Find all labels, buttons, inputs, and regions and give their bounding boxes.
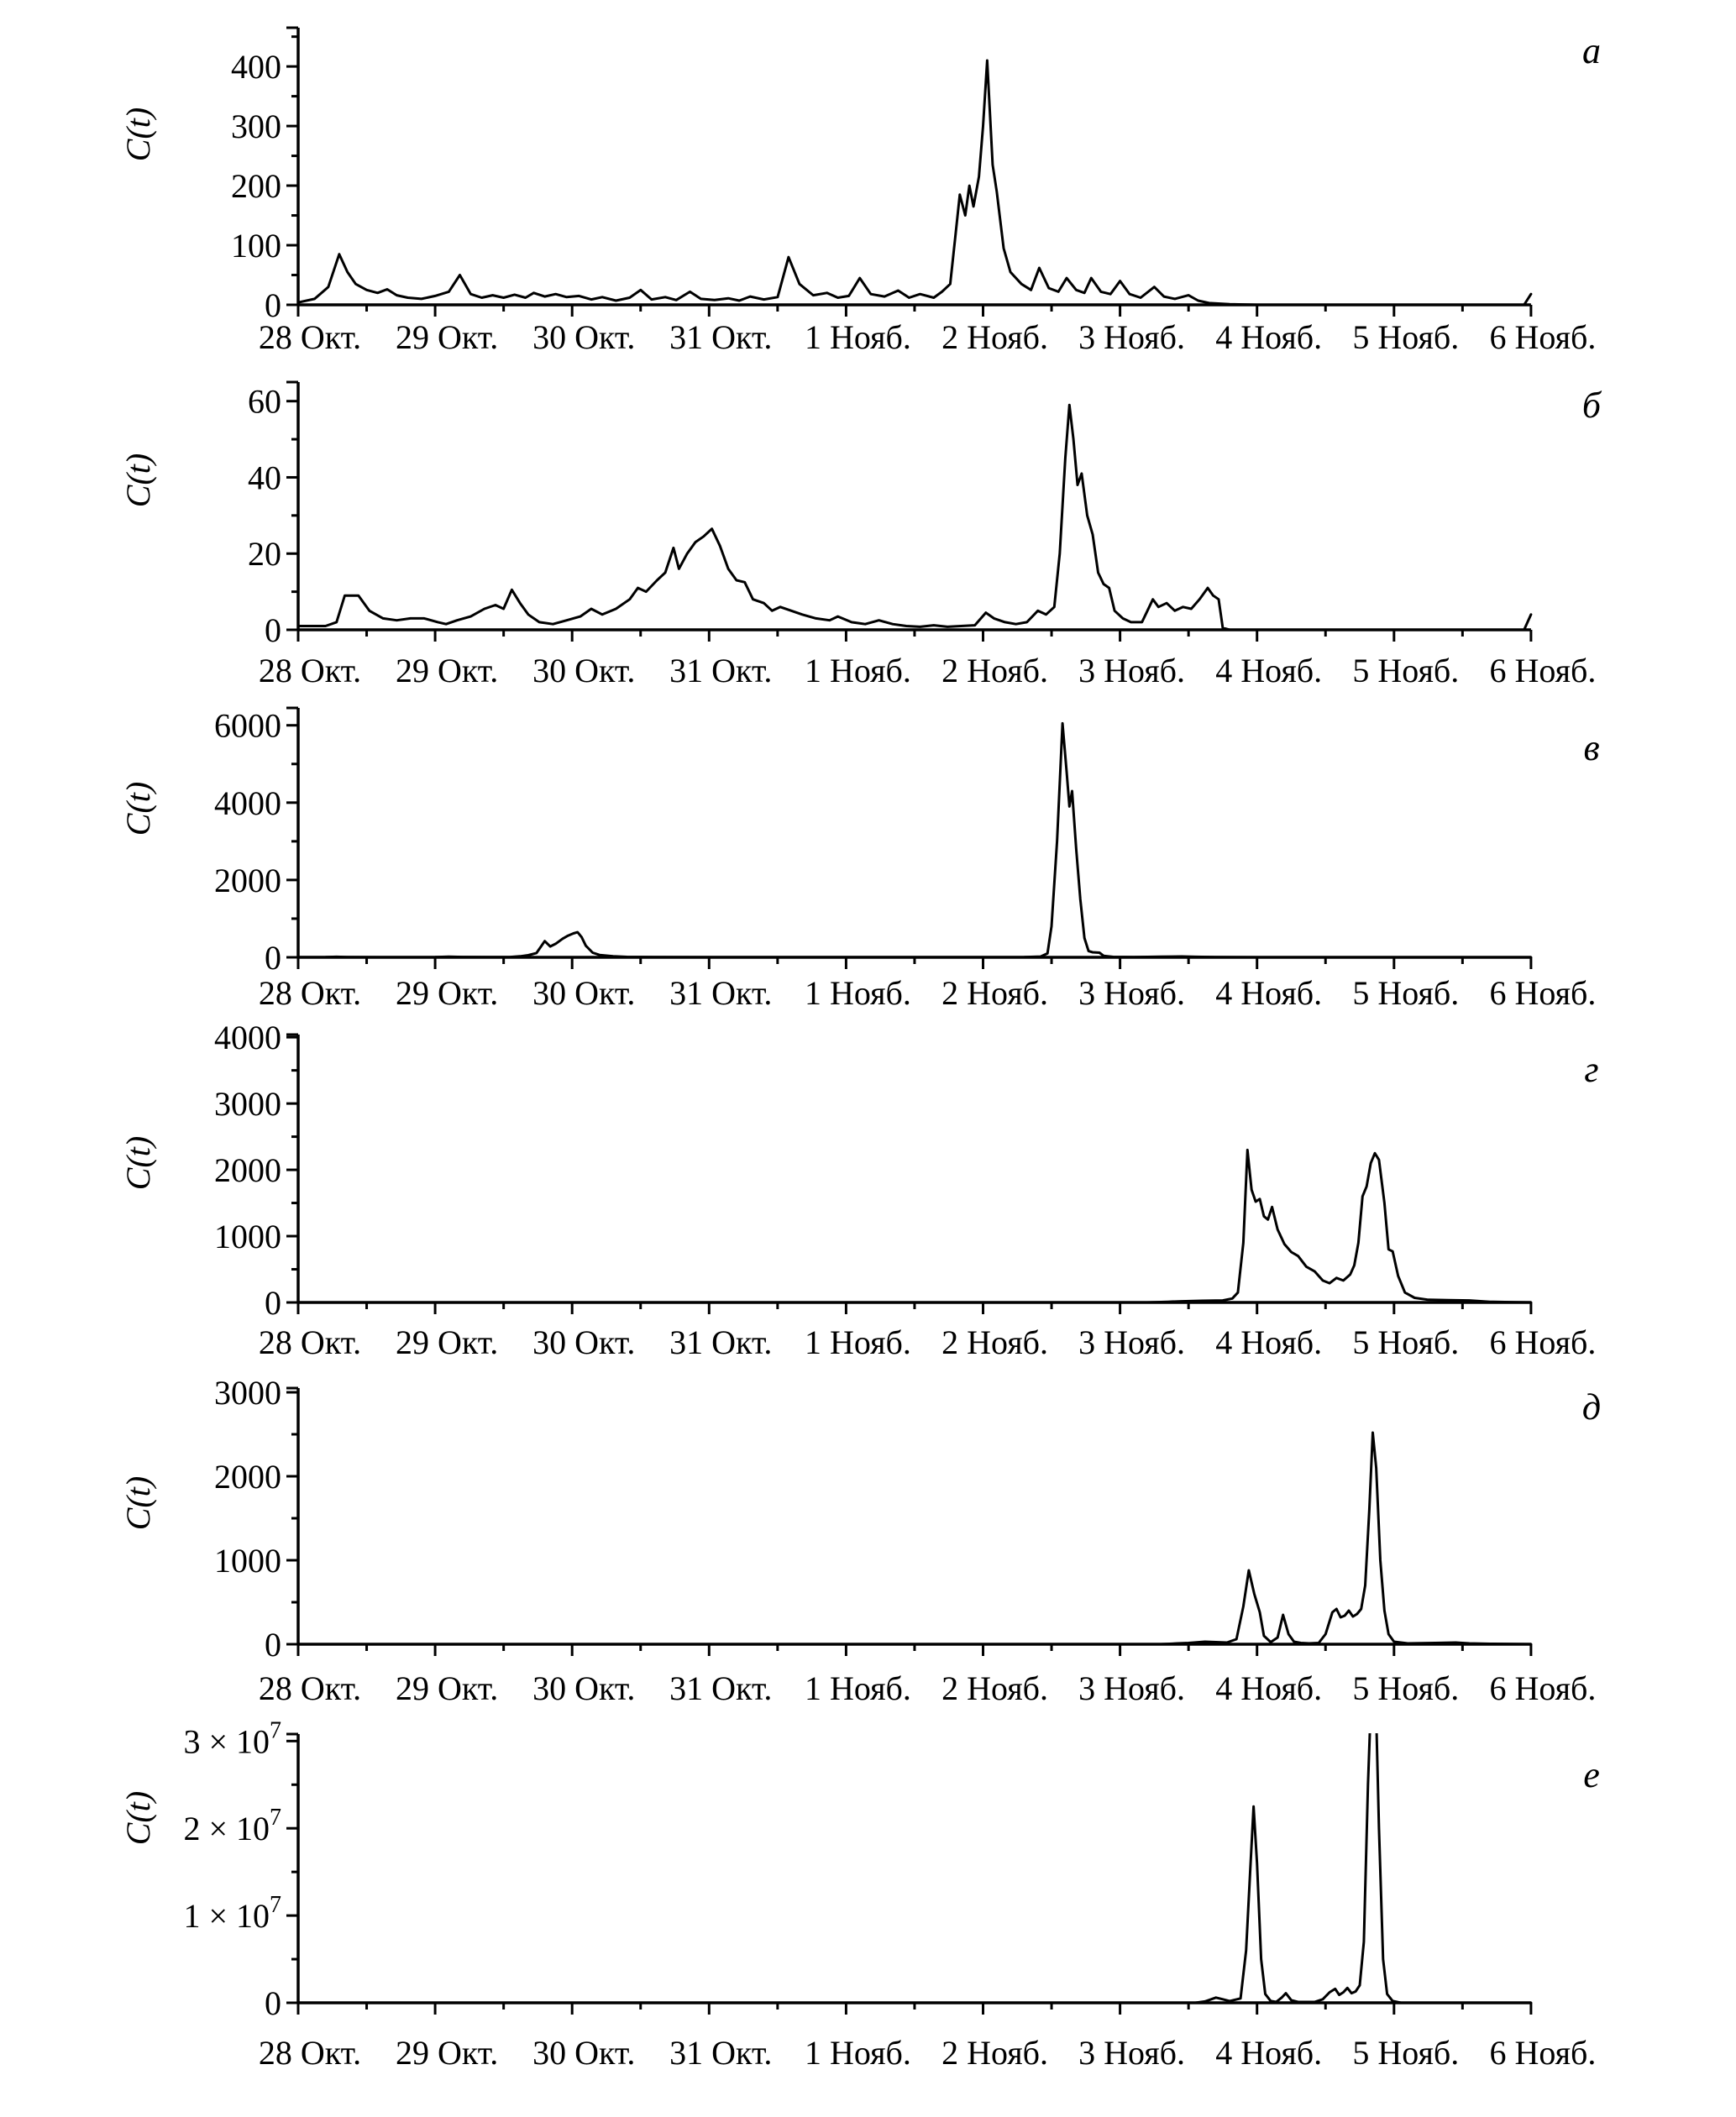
y-tick-label: 4000 bbox=[214, 1019, 281, 1057]
panel-е bbox=[119, 1689, 1600, 2072]
x-tick-label: 30 Окт. bbox=[532, 1323, 636, 1361]
panel-в bbox=[119, 707, 1600, 1012]
panel-letter: д bbox=[1581, 1386, 1602, 1428]
x-tick-label: 28 Окт. bbox=[258, 318, 362, 356]
y-tick-label: 4000 bbox=[214, 783, 281, 822]
y-axis-title: C(t) bbox=[119, 1475, 157, 1531]
x-tick-label: 31 Окт. bbox=[669, 2034, 773, 2072]
x-tick-label: 29 Окт. bbox=[395, 974, 499, 1012]
y-tick-label: $3 \times 10^7$ bbox=[183, 1717, 281, 1761]
x-tick-label: 31 Окт. bbox=[669, 1669, 773, 1707]
x-tick-label: 30 Окт. bbox=[532, 1669, 636, 1707]
y-tick-label: 2000 bbox=[214, 861, 281, 899]
x-tick-label: 29 Окт. bbox=[395, 2034, 499, 2072]
x-tick-label: 4 Нояб. bbox=[1215, 652, 1323, 689]
y-axis-title: C(t) bbox=[119, 107, 157, 162]
panel-letter: г bbox=[1584, 1049, 1599, 1090]
x-tick-label: 5 Нояб. bbox=[1352, 974, 1460, 1012]
x-tick-label: 28 Окт. bbox=[258, 1323, 362, 1361]
y-axis-title: C(t) bbox=[119, 781, 157, 836]
y-axis-title: C(t) bbox=[119, 1135, 157, 1191]
x-tick-label: 31 Окт. bbox=[669, 1323, 773, 1361]
x-tick-label: 1 Нояб. bbox=[804, 974, 911, 1012]
series-curve bbox=[298, 1433, 1531, 1644]
y-tick-label: 2000 bbox=[214, 1151, 281, 1190]
y-tick-label: 0 bbox=[265, 939, 281, 977]
panel-г bbox=[119, 1019, 1599, 1361]
y-tick-label: 0 bbox=[265, 611, 281, 649]
x-tick-label: 1 Нояб. bbox=[804, 318, 911, 356]
x-tick-label: 1 Нояб. bbox=[804, 1669, 911, 1707]
y-tick-label: 0 bbox=[265, 1626, 281, 1664]
x-tick-label: 3 Нояб. bbox=[1078, 2034, 1186, 2072]
x-tick-label: 31 Окт. bbox=[669, 318, 773, 356]
x-tick-label: 5 Нояб. bbox=[1352, 1323, 1460, 1361]
y-tick-label: 0 bbox=[265, 286, 281, 324]
x-tick-label: 4 Нояб. bbox=[1215, 1323, 1323, 1361]
y-tick-label: 0 bbox=[265, 1984, 281, 2022]
x-tick-label: 4 Нояб. bbox=[1215, 2034, 1323, 2072]
series-curve bbox=[298, 405, 1531, 630]
panel-д bbox=[119, 1374, 1601, 1707]
panel-а bbox=[119, 28, 1601, 356]
y-axis-title: C(t) bbox=[119, 453, 157, 508]
y-tick-label: 3000 bbox=[214, 1085, 281, 1124]
x-tick-label: 31 Окт. bbox=[669, 974, 773, 1012]
x-tick-label: 1 Нояб. bbox=[804, 2034, 911, 2072]
x-tick-label: 6 Нояб. bbox=[1489, 1323, 1597, 1361]
x-tick-label: 28 Окт. bbox=[258, 2034, 362, 2072]
panel-б bbox=[119, 382, 1602, 689]
y-tick-label: $2 \times 10^7$ bbox=[183, 1805, 281, 1848]
y-axis-title: C(t) bbox=[119, 1790, 157, 1846]
x-tick-label: 30 Окт. bbox=[532, 2034, 636, 2072]
x-tick-label: 6 Нояб. bbox=[1489, 974, 1597, 1012]
series-curve bbox=[298, 60, 1531, 305]
x-tick-label: 2 Нояб. bbox=[941, 1669, 1048, 1707]
x-tick-label: 5 Нояб. bbox=[1352, 318, 1460, 356]
x-tick-label: 28 Окт. bbox=[258, 652, 362, 689]
x-tick-label: 29 Окт. bbox=[395, 318, 499, 356]
x-tick-label: 2 Нояб. bbox=[941, 1323, 1048, 1361]
x-tick-label: 3 Нояб. bbox=[1078, 1669, 1186, 1707]
x-tick-label: 30 Окт. bbox=[532, 974, 636, 1012]
x-tick-label: 6 Нояб. bbox=[1489, 318, 1597, 356]
x-tick-label: 5 Нояб. bbox=[1352, 1669, 1460, 1707]
y-tick-label: 100 bbox=[231, 227, 281, 265]
x-tick-label: 30 Окт. bbox=[532, 318, 636, 356]
x-tick-label: 29 Окт. bbox=[395, 1669, 499, 1707]
x-tick-label: 5 Нояб. bbox=[1352, 2034, 1460, 2072]
panel-letter: в bbox=[1583, 727, 1600, 768]
y-tick-label: 2000 bbox=[214, 1458, 281, 1496]
x-tick-label: 28 Окт. bbox=[258, 974, 362, 1012]
y-tick-label: $1 \times 10^7$ bbox=[183, 1892, 281, 1936]
y-tick-label: 200 bbox=[231, 167, 281, 206]
y-tick-label: 3000 bbox=[214, 1374, 281, 1412]
series-curve bbox=[298, 1689, 1531, 2003]
y-tick-label: 0 bbox=[265, 1284, 281, 1322]
y-tick-label: 6000 bbox=[214, 706, 281, 745]
x-tick-label: 4 Нояб. bbox=[1215, 974, 1323, 1012]
x-tick-label: 5 Нояб. bbox=[1352, 652, 1460, 689]
x-tick-label: 30 Окт. bbox=[532, 652, 636, 689]
x-tick-label: 29 Окт. bbox=[395, 652, 499, 689]
x-tick-label: 6 Нояб. bbox=[1489, 2034, 1597, 2072]
y-tick-label: 40 bbox=[248, 459, 281, 497]
x-tick-label: 1 Нояб. bbox=[804, 1323, 911, 1361]
series-curve bbox=[298, 723, 1531, 957]
y-tick-label: 20 bbox=[248, 535, 281, 574]
y-tick-label: 400 bbox=[231, 48, 281, 86]
y-tick-label: 60 bbox=[248, 382, 281, 421]
x-tick-label: 2 Нояб. bbox=[941, 652, 1048, 689]
x-tick-label: 31 Окт. bbox=[669, 652, 773, 689]
x-tick-label: 4 Нояб. bbox=[1215, 1669, 1323, 1707]
y-tick-label: 1000 bbox=[214, 1218, 281, 1256]
x-tick-label: 1 Нояб. bbox=[804, 652, 911, 689]
y-tick-label: 1000 bbox=[214, 1542, 281, 1580]
panel-letter: б bbox=[1581, 385, 1602, 426]
series-curve bbox=[298, 1150, 1531, 1302]
x-tick-label: 3 Нояб. bbox=[1078, 974, 1186, 1012]
x-tick-label: 28 Окт. bbox=[258, 1669, 362, 1707]
x-tick-label: 2 Нояб. bbox=[941, 974, 1048, 1012]
panel-letter: а bbox=[1582, 30, 1601, 71]
x-tick-label: 29 Окт. bbox=[395, 1323, 499, 1361]
x-tick-label: 6 Нояб. bbox=[1489, 652, 1597, 689]
x-tick-label: 3 Нояб. bbox=[1078, 318, 1186, 356]
x-tick-label: 2 Нояб. bbox=[941, 2034, 1048, 2072]
x-tick-label: 3 Нояб. bbox=[1078, 652, 1186, 689]
x-tick-label: 6 Нояб. bbox=[1489, 1669, 1597, 1707]
panel-letter: е bbox=[1583, 1754, 1600, 1795]
x-tick-label: 3 Нояб. bbox=[1078, 1323, 1186, 1361]
y-tick-label: 300 bbox=[231, 107, 281, 146]
x-tick-label: 4 Нояб. bbox=[1215, 318, 1323, 356]
x-tick-label: 2 Нояб. bbox=[941, 318, 1048, 356]
